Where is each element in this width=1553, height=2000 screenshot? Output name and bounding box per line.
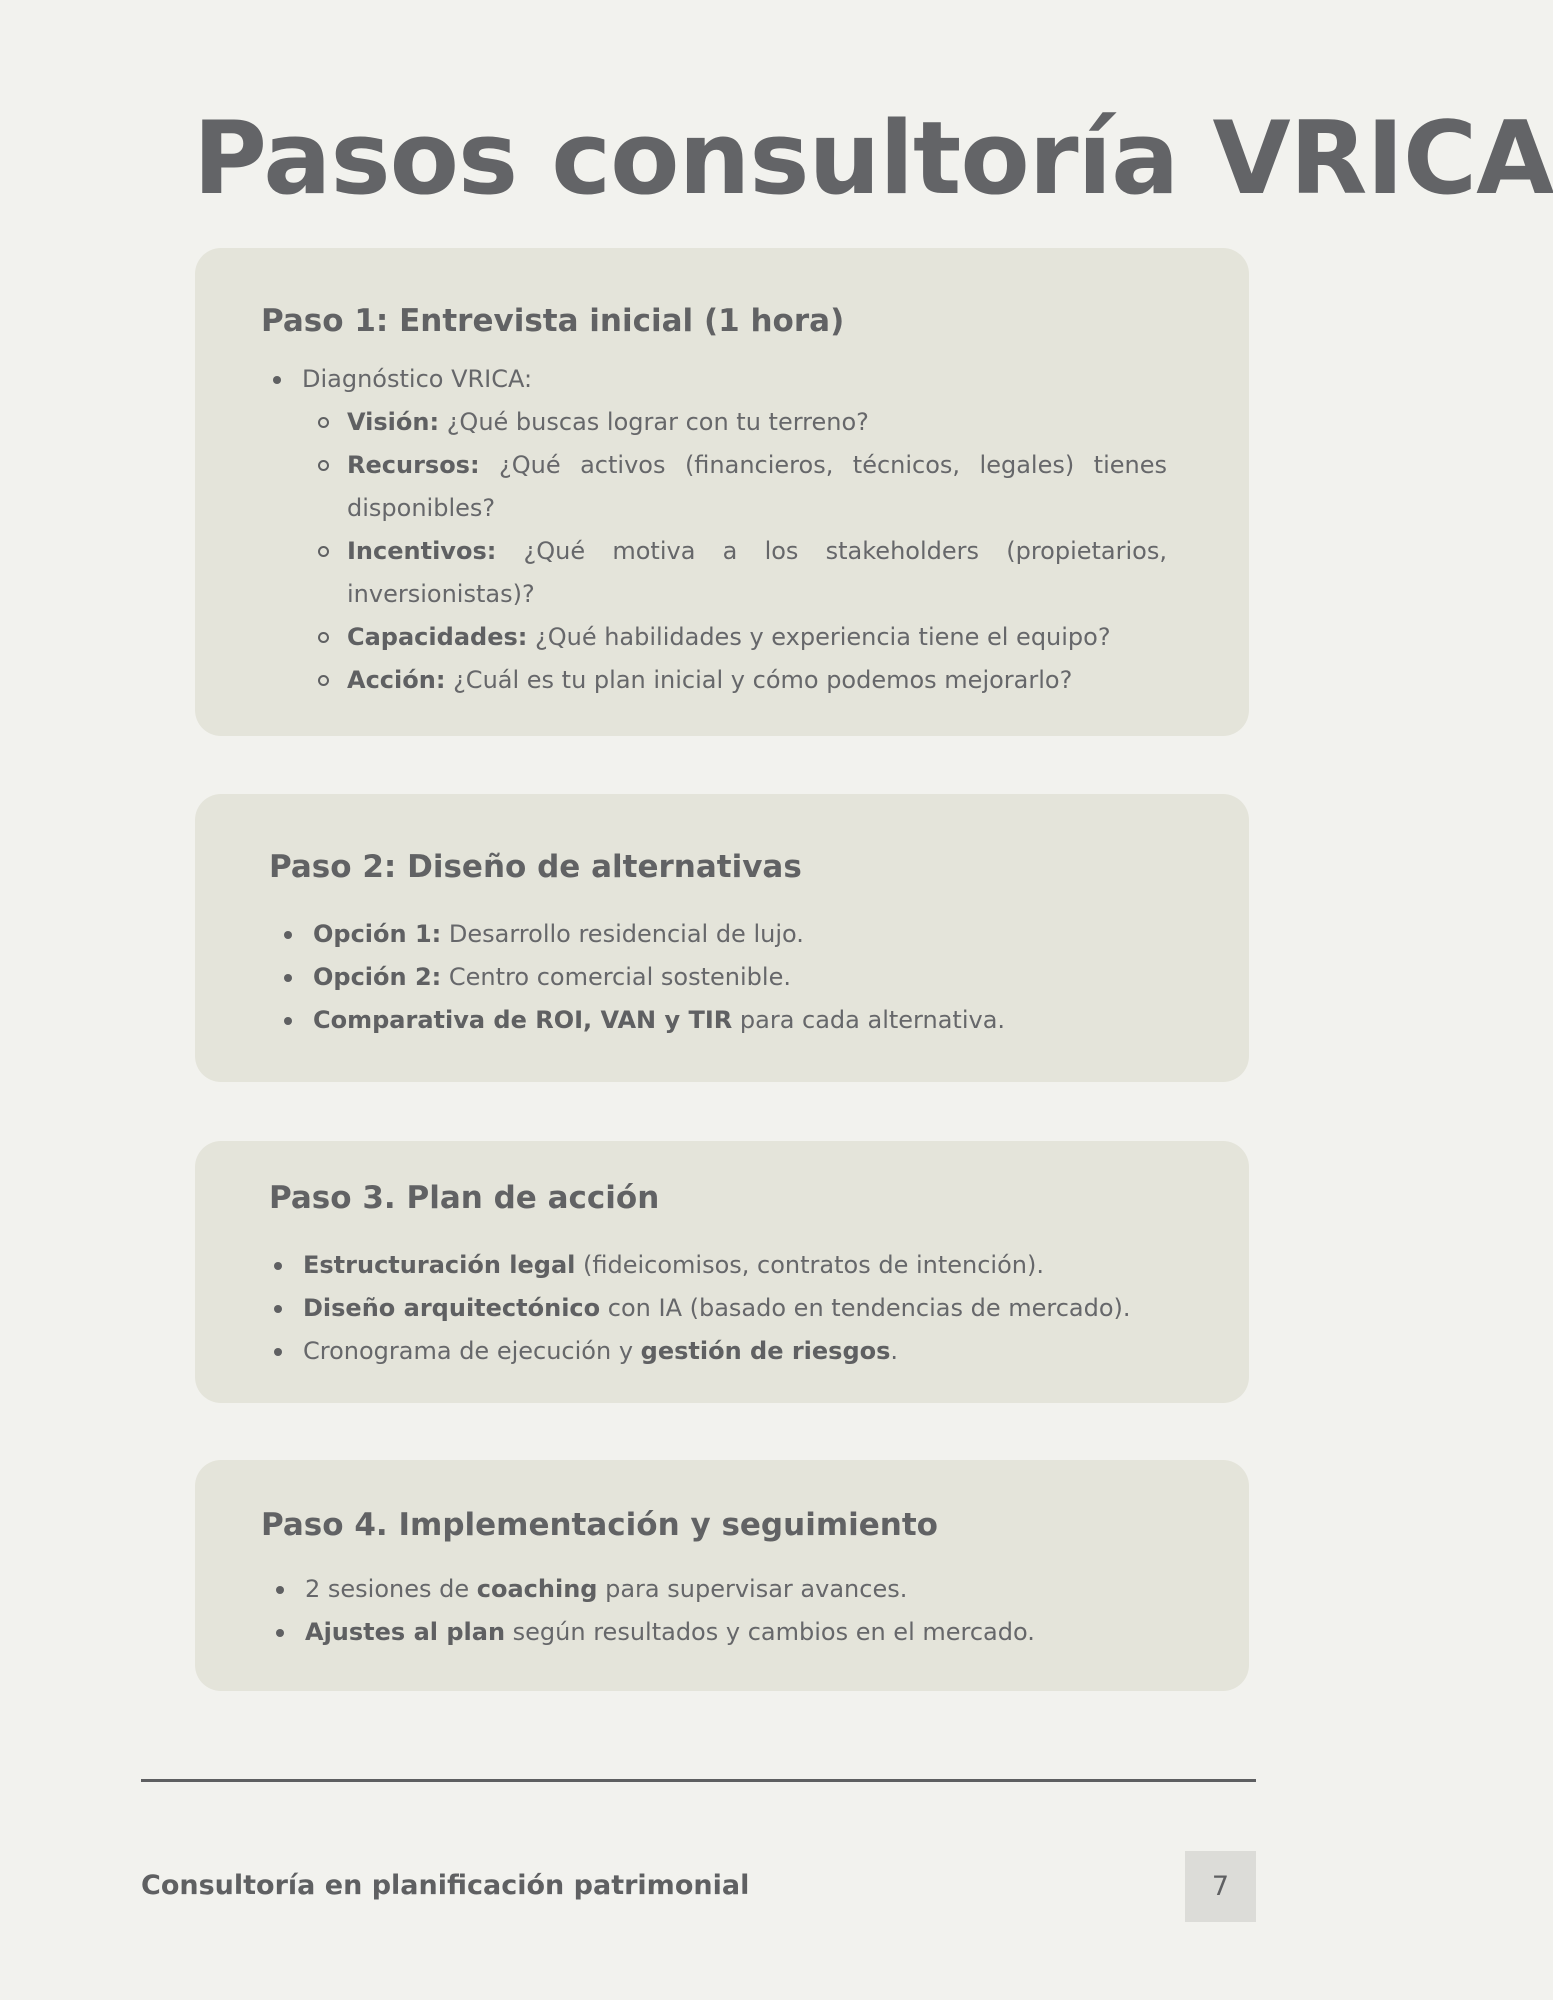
page-number: 7 [1185, 1851, 1256, 1922]
list-item-text: Centro comercial sostenible. [441, 963, 791, 991]
list-item [303, 1287, 1183, 1330]
list-item-text: (fideicomisos, contratos de intención). [575, 1251, 1044, 1279]
step-3-heading: Paso 3. Plan de acción [269, 1180, 660, 1216]
step-4-list [305, 1568, 1185, 1654]
list-item [305, 1611, 1185, 1654]
step-2-card [195, 794, 1249, 1082]
list-item-label: gestión de riesgos [640, 1337, 891, 1365]
list-item-label: Comparativa de ROI, VAN y TIR [313, 1006, 733, 1034]
footer-title: Consultoría en planificación patrimonial [141, 1870, 750, 1901]
step-3-card [195, 1141, 1249, 1403]
step-1-heading: Paso 1: Entrevista inicial (1 hora) [261, 303, 845, 339]
list-item-label: Visión: [347, 408, 440, 436]
list-item-text: 2 sesiones de [305, 1575, 477, 1603]
list-item-text: según resultados y cambios en el mercado. [505, 1618, 1035, 1646]
list-item [347, 616, 1167, 659]
step-1-card [195, 248, 1249, 736]
list-item [305, 1568, 1185, 1611]
step-4-card [195, 1460, 1249, 1691]
list-item-text: para cada alternativa. [732, 1006, 1006, 1034]
step-1-list [302, 358, 1167, 401]
step-4-heading: Paso 4. Implementación y seguimiento [261, 1507, 938, 1543]
list-item-label: Diseño arquitectónico [303, 1294, 601, 1322]
list-item-label: Estructuración legal [303, 1251, 576, 1279]
list-item-text: ¿Qué buscas lograr con tu terreno? [439, 408, 869, 436]
footer-divider [141, 1779, 1256, 1782]
list-item-text: ¿Qué habilidades y experiencia tiene el equipo? [527, 623, 1111, 651]
list-item-label: Recursos: [347, 451, 480, 479]
list-item-label: coaching [476, 1575, 598, 1603]
list-item-text: con IA (basado en tendencias de mercado). [600, 1294, 1131, 1322]
page-title: Pasos consultoría VRICA [193, 99, 1553, 217]
list-item [347, 530, 1167, 616]
list-item-label: Acción: [347, 666, 446, 694]
step-2-heading: Paso 2: Diseño de alternativas [269, 849, 802, 885]
list-item-label: Capacidades: [347, 623, 528, 651]
list-item-text: ¿Qué activos (financieros, técnicos, legales) tienes disponibles? [347, 451, 1167, 522]
list-item-label: Opción 1: [313, 920, 442, 948]
list-item-text: para supervisar avances. [597, 1575, 908, 1603]
list-item [303, 1244, 1183, 1287]
list-item [302, 358, 1167, 401]
step-1-sublist [347, 401, 1167, 702]
step-2-list [313, 913, 1173, 1042]
list-item [347, 659, 1167, 702]
list-item-label: Ajustes al plan [305, 1618, 506, 1646]
list-item-text: ¿Qué motiva a los stakeholders (propietarios, inversionistas)? [347, 537, 1167, 608]
list-item-text: ¿Cuál es tu plan inicial y cómo podemos mejorarlo? [445, 666, 1073, 694]
list-item-label: Incentivos: [347, 537, 497, 565]
list-item [303, 1330, 1183, 1373]
list-item [313, 956, 1173, 999]
list-item [313, 913, 1173, 956]
list-item-text: Diagnóstico VRICA: [302, 365, 533, 393]
list-item [347, 401, 1167, 444]
list-item-text: Cronograma de ejecución y [303, 1337, 641, 1365]
list-item [313, 999, 1173, 1042]
step-3-list [303, 1244, 1183, 1373]
list-item [347, 444, 1167, 530]
list-item-text: Desarrollo residencial de lujo. [441, 920, 804, 948]
list-item-label: Opción 2: [313, 963, 442, 991]
list-item-text: . [890, 1337, 899, 1365]
